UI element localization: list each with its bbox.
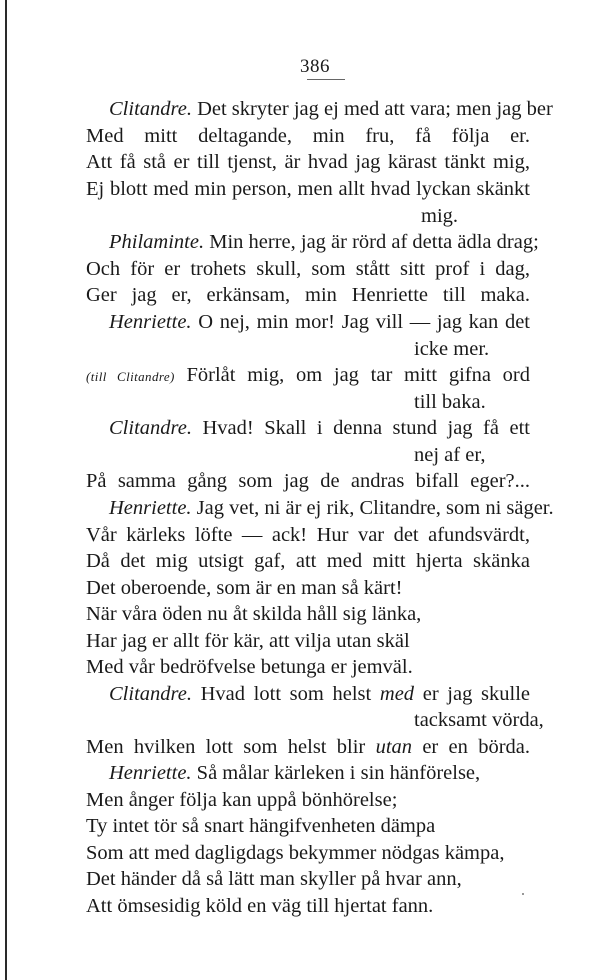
verse-line-28: Ty intet tör så snart hängifvenheten dämpa <box>86 815 436 837</box>
verse-text-span: O nej, min mor! Jag vill — jag kan det <box>191 311 530 333</box>
verse-line-21: Har jag er allt för kär, att vilja utan skäl <box>86 630 410 652</box>
verse-text-span: Det skryter jag ej med att vara; men jag ber <box>191 98 553 120</box>
speaker-name: Henriette. <box>109 762 192 784</box>
verse-line-15: På samma gång som jag de andras bifall eger?... <box>86 470 530 492</box>
verse-line-10-continuation: icke mer. <box>414 338 490 360</box>
verse-line-13 <box>109 415 530 441</box>
verse-line-27: Men ånger följa kan uppå bönhörelse; <box>86 789 398 811</box>
verse-line-3: Att få stå er till tjenst, är hvad jag kärast tänkt mig, <box>86 151 530 173</box>
verse-line-1 <box>109 96 553 122</box>
emphasis-word: med <box>379 683 415 705</box>
speaker-name: Clitandre. <box>109 683 192 705</box>
verse-line-22: Med vår bedröfvelse betunga er jemväl. <box>86 656 413 678</box>
verse-line-29: Som att med dagligdags bekymmer nödgas kämpa, <box>86 842 505 864</box>
verse-line-30: Det händer då så lätt man skyller på hvar ann, <box>86 868 462 890</box>
verse-line-25 <box>86 734 530 760</box>
verse-line-8: Ger jag er, erkänsam, min Henriette till maka. <box>86 284 530 306</box>
verse-text-span: Så målar kärleken i sin hänförelse, <box>191 762 481 784</box>
verse-text-span: Jag vet, ni är ej rik, Clitandre, som ni säger. <box>191 497 554 519</box>
verse-text-span: Förlåt mig, om jag tar mitt gifna ord <box>174 364 531 386</box>
verse-line-2: Med mitt deltagande, min fru, få följa er. <box>86 125 530 147</box>
verse-line-20: När våra öden nu åt skilda håll sig länka, <box>86 603 422 625</box>
verse-line-26 <box>109 760 530 786</box>
verse-line-18: Då det mig utsigt gaf, att med mitt hjerta skänka <box>86 550 530 572</box>
speaker-name: Philaminte. <box>109 231 205 253</box>
verse-line-7: Och för er trohets skull, som stått sitt prof i dag, <box>86 258 530 280</box>
verse-line-11 <box>86 362 530 388</box>
verse-text-span: Min herre, jag är rörd af detta ädla drag; <box>204 231 539 253</box>
speaker-name: Henriette. <box>109 497 192 519</box>
verse-line-9 <box>109 309 530 335</box>
speaker-name: Clitandre. <box>109 98 192 120</box>
stage-direction: (till Clitandre) <box>86 369 175 384</box>
verse-line-5-continuation: mig. <box>421 205 459 227</box>
emphasis-word: utan <box>375 736 413 758</box>
ink-speck <box>522 893 524 895</box>
page-number: 386 <box>300 56 330 77</box>
verse-line-17: Vår kärleks löfte — ack! Hur var det afundsvärdt, <box>86 524 530 546</box>
speaker-name: Henriette. <box>109 311 192 333</box>
verse-line-24-continuation: tacksamt vörda, <box>414 709 544 731</box>
verse-line-4: Ej blott med min person, men allt hvad lyckan skänkt <box>86 178 530 200</box>
verse-text-span: er en börda. <box>412 736 531 758</box>
verse-text-span: er jag skulle <box>414 683 530 705</box>
verse-text-span: Men hvilken lott som helst blir <box>86 736 376 758</box>
verse-text-span: Hvad lott som helst <box>191 683 380 705</box>
verse-line-14-continuation: nej af er, <box>414 444 486 466</box>
verse-line-19: Det oberoende, som är en man så kärt! <box>86 577 403 599</box>
verse-text-span: Hvad! Skall i denna stund jag få ett <box>191 417 530 439</box>
verse-line-6 <box>109 229 539 255</box>
verse-line-31: Att ömsesidig köld en väg till hjertat fann. <box>86 895 434 917</box>
verse-line-12-continuation: till baka. <box>414 391 486 413</box>
speaker-name: Clitandre. <box>109 417 192 439</box>
verse-line-23 <box>109 681 530 707</box>
verse-line-16 <box>109 495 554 521</box>
